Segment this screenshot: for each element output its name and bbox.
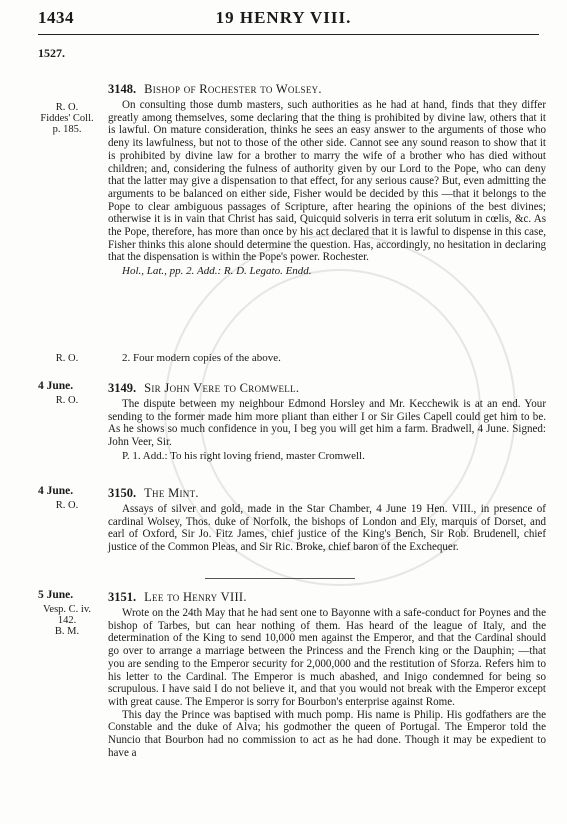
entry-number: 3150.: [108, 486, 137, 500]
entry-heading: [108, 486, 546, 501]
entry-heading: [108, 82, 546, 97]
entry-title: The Mint.: [144, 486, 199, 500]
entry-paragraph: This day the Prince was baptised with much pomp. His name is Philip. His godfathers are the Constable and the duke of Alva; his godmother the queen of Portugal. The Emperor told the Nuncio that Bourbon had no commission to act as he had done. Though it may be expedient to have a: [108, 708, 546, 759]
margin-source: Vesp. C. iv. 142. B. M.: [42, 604, 92, 637]
margin-source: R. O.: [55, 500, 79, 511]
entry-note: P. 1. Add.: To his right loving friend, master Cromwell.: [122, 449, 365, 462]
entry-heading: [108, 381, 546, 396]
entry-number: 3148.: [108, 82, 137, 96]
entry-paragraph: On consulting those dumb masters, such authorities as he had at hand, finds that they differ greatly among themselves, some declaring that the thing is prohibited by divine law, others that it is lawful. On mature consideration, thinks he sees an easy answer to the arguments of those who deny its lawfulness, but not to those of the other side. Cannot see any sound reason to show that it is prohibited by divine law for a brother to marry the wife of a brother who has died without children; and, considering the fulness of authority given by our Lord to the Pope, who can deny that the latter may give a dispensation to that effect, for any serious cause? But, even admitting the arguments to be balanced on either side, Fisher would be decided by this —that it belongs to the Pope to clear ambiguous passages of Scripture, after hearing the opinions of the best divines; otherwise it is in vain that Christ has said, Quicquid solveris in terra erit solutum in cœlis, &c. As the Pope, therefore, has more than once by his act declared that it is lawful to dispense in this case, Fisher thinks this alone should determine the question. Has, accordingly, no hesitation in declaring that the dispensation is within the Pope's power. Rochester.: [108, 99, 546, 264]
year-label: 1527.: [38, 46, 65, 60]
margin-date: 4 June.: [38, 380, 74, 392]
entry-paragraph: Wrote on the 24th May that he had sent one to Bayonne with a safe-conduct for Poynes and the bishop of Tarbes, but can hear nothing of them. Has heard of the league of Italy, and the determination of the King to send 10,000 men against the Emperor, and that the Cardinal should go over to arrange a marriage between the Princess and the French king or the Dauphin; —that you are sending to the Emperor security for 2,000,000 and the restitution of Sforza. Refers him to his letter to the Cardinal. The Emperor is much abashed, and Inigo condemned for being so scrupulous. I have said I do not believe it, and that you would not break with the Emperor except with great cause. The Emperor is sorry for Bourbon's enterprise against Rome.: [108, 607, 546, 708]
subnote: 2. Four modern copies of the above.: [122, 352, 281, 364]
subnote-margin: R. O.: [55, 353, 79, 364]
entry-title: Bishop of Rochester to Wolsey.: [144, 82, 322, 96]
margin-date: 5 June.: [38, 589, 74, 601]
entry-title: Lee to Henry VIII.: [144, 590, 247, 604]
margin-source: R. O.: [55, 395, 79, 406]
page-number: 1434: [38, 8, 74, 27]
entry-paragraph: Assays of silver and gold, made in the Star Chamber, 4 June 19 Hen. VIII., in presence of cardinal Wolsey, Thos. duke of Norfolk, the bishops of London and Ely, marquis of Dorset, and earl of Oxford, Sir Jo. Fitz James, chief justice of the King's Bench, Sir Rob. Brudenell, chief justice of the Common Pleas, and Sir Ric. Broke, chief baron of the Exchequer.: [108, 503, 546, 554]
entry-heading: [108, 590, 546, 605]
margin-source: R. O. Fiddes' Coll. p. 185.: [40, 102, 94, 135]
running-title: 19 HENRY VIII.: [215, 8, 352, 27]
entry-title: Sir John Vere to Cromwell.: [144, 381, 300, 395]
entry-number: 3149.: [108, 381, 137, 395]
entry-number: 3151.: [108, 590, 137, 604]
entry-note: Hol., Lat., pp. 2. Add.: R. D. Legato. Endd.: [122, 265, 312, 278]
header-rule: [38, 34, 539, 35]
entry-body: [108, 82, 546, 278]
margin-date: 4 June.: [38, 485, 74, 497]
entry-paragraph: The dispute between my neighbour Edmond Horsley and Mr. Kecchewik is at an end. Your sending to the former made him more pliant than either I or Sir Giles Capell could get him to be. As he shows so much confidence in you, I beg you will get him a farm. Bradwell, 4 June. Signed: John Veer, Sir.: [108, 398, 546, 449]
section-divider: [205, 578, 355, 579]
